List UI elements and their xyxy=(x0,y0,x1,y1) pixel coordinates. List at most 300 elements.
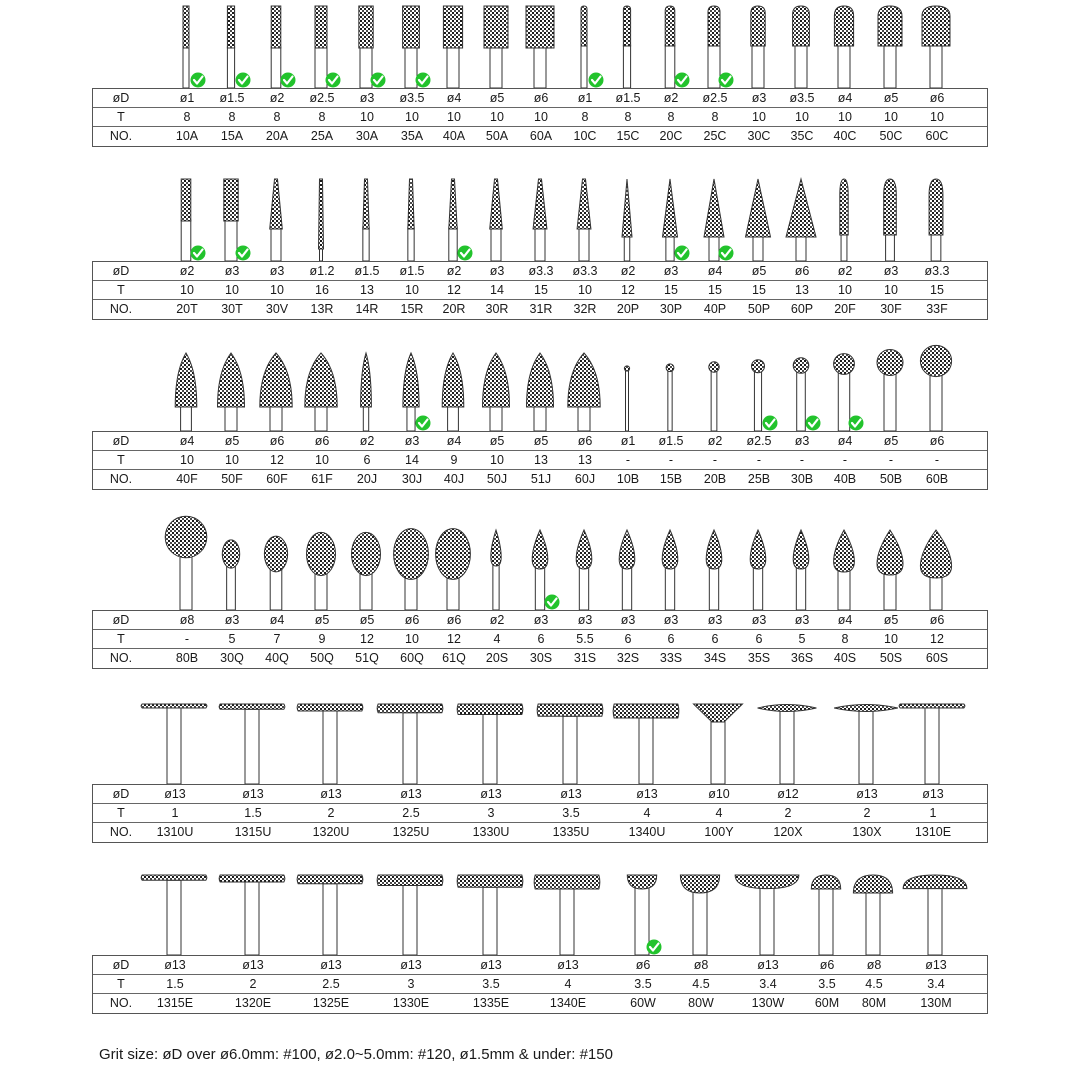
cell-t: 3.4 xyxy=(927,977,945,991)
tool-60a xyxy=(526,6,554,88)
cell-t: 2 xyxy=(863,806,871,820)
cell-no: 1340U xyxy=(628,825,666,839)
cell-no: 40P xyxy=(703,302,727,316)
cell-t: - xyxy=(799,453,805,467)
cell-t: 10 xyxy=(838,283,852,297)
cell-t: 3.5 xyxy=(818,977,836,991)
cell-t: 13 xyxy=(360,283,374,297)
cell-t: 8 xyxy=(183,110,191,124)
tool-15c xyxy=(623,6,630,88)
cell-t: 2 xyxy=(784,806,792,820)
tool-40q xyxy=(264,536,287,610)
cell-no: 30P xyxy=(659,302,683,316)
row-d xyxy=(93,611,987,630)
row-label: NO. xyxy=(109,472,133,486)
cell-d: ø3 xyxy=(224,264,240,278)
cell-t: 6 xyxy=(711,632,719,646)
cell-d: ø13 xyxy=(242,787,264,801)
cell-t: - xyxy=(842,453,848,467)
tool-80w xyxy=(680,875,719,955)
cell-t: 6 xyxy=(537,632,545,646)
tool-51j xyxy=(527,353,554,431)
cell-no: 50J xyxy=(486,472,508,486)
tool-100y xyxy=(694,704,743,784)
cell-no: 20S xyxy=(485,651,509,665)
cell-d: ø4 xyxy=(837,91,853,105)
cell-d: ø1 xyxy=(620,434,636,448)
check-badge-icon xyxy=(191,246,206,261)
check-badge-icon xyxy=(371,73,386,88)
tool-50p xyxy=(746,179,771,261)
cell-t: 6 xyxy=(363,453,371,467)
spec-table-group-b-q-s xyxy=(92,610,988,669)
cell-no: 20B xyxy=(703,472,727,486)
cell-t: 10 xyxy=(447,110,461,124)
row-t xyxy=(93,975,987,994)
cell-t: 4.5 xyxy=(692,977,710,991)
cell-no: 20R xyxy=(442,302,466,316)
cell-no: 130X xyxy=(852,825,882,839)
cell-no: 1320E xyxy=(234,996,272,1010)
cell-no: 60W xyxy=(630,996,656,1010)
cell-t: - xyxy=(625,453,631,467)
check-badge-icon xyxy=(281,73,296,88)
tool-15r xyxy=(408,179,414,261)
cell-d: ø13 xyxy=(320,787,342,801)
cell-t: 1.5 xyxy=(244,806,262,820)
cell-d: ø1.5 xyxy=(354,264,380,278)
cell-no: 36S xyxy=(790,651,814,665)
tool-30f xyxy=(884,179,897,261)
cell-t: - xyxy=(712,453,718,467)
cell-d: ø2.5 xyxy=(309,91,335,105)
cell-d: ø6 xyxy=(269,434,285,448)
tool-1325e xyxy=(297,875,363,955)
cell-t: 3 xyxy=(487,806,495,820)
cell-d: ø8 xyxy=(179,613,195,627)
cell-d: ø13 xyxy=(922,787,944,801)
cell-d: ø4 xyxy=(446,434,462,448)
cell-d: ø3 xyxy=(663,613,679,627)
cell-no: 30C xyxy=(747,129,771,143)
cell-no: 60B xyxy=(925,472,949,486)
row-label: øD xyxy=(112,613,130,627)
tool-20j xyxy=(361,353,372,431)
check-badge-icon xyxy=(763,416,778,431)
cell-d: ø5 xyxy=(883,434,899,448)
cell-no: 30Q xyxy=(220,651,244,665)
cell-t: 7 xyxy=(273,632,281,646)
cell-d: ø2 xyxy=(489,613,505,627)
cell-d: ø2 xyxy=(446,264,462,278)
cell-t: 10 xyxy=(884,632,898,646)
cell-no: 25C xyxy=(703,129,727,143)
cell-t: 13 xyxy=(578,453,592,467)
tool-60s xyxy=(920,530,951,610)
spec-table-group-wheels-u xyxy=(92,784,988,843)
cell-t: 8 xyxy=(273,110,281,124)
cell-t: 10 xyxy=(884,110,898,124)
cell-t: 5.5 xyxy=(576,632,594,646)
cell-no: 40Q xyxy=(265,651,289,665)
cell-d: ø3 xyxy=(794,613,810,627)
cell-no: 60S xyxy=(925,651,949,665)
cell-d: ø2.5 xyxy=(702,91,728,105)
cell-d: ø3 xyxy=(533,613,549,627)
cell-t: - xyxy=(934,453,940,467)
tool-30v xyxy=(270,179,283,261)
cell-no: 32S xyxy=(616,651,640,665)
cell-t: 8 xyxy=(318,110,326,124)
row-label: NO. xyxy=(109,825,133,839)
cell-d: ø13 xyxy=(242,958,264,972)
cell-d: ø1.5 xyxy=(615,91,641,105)
tool-31r xyxy=(533,179,547,261)
tool-1320u xyxy=(297,704,363,784)
tool-30s xyxy=(532,530,559,610)
row-label: øD xyxy=(112,264,130,278)
cell-d: ø6 xyxy=(446,613,462,627)
cell-d: ø5 xyxy=(533,434,549,448)
tool-1330u xyxy=(457,704,523,784)
tool-1340u xyxy=(613,704,679,784)
spec-table-group-wheels-e xyxy=(92,955,988,1014)
cell-t: 3.5 xyxy=(562,806,580,820)
tool-50j xyxy=(483,353,510,431)
cell-t: 8 xyxy=(667,110,675,124)
cell-d: ø3 xyxy=(489,264,505,278)
tool-30p xyxy=(663,179,690,261)
tool-1315e xyxy=(141,875,207,955)
cell-d: ø2 xyxy=(663,91,679,105)
cell-d: ø5 xyxy=(359,613,375,627)
cell-t: 10 xyxy=(405,110,419,124)
cell-no: 1315E xyxy=(156,996,194,1010)
row-d xyxy=(93,785,987,804)
cell-no: 80W xyxy=(688,996,714,1010)
cell-d: ø6 xyxy=(314,434,330,448)
tool-130w xyxy=(735,875,799,955)
tool-50a xyxy=(484,6,508,88)
cell-t: 8 xyxy=(228,110,236,124)
cell-t: 8 xyxy=(624,110,632,124)
cell-no: 61F xyxy=(311,472,333,486)
cell-t: 6 xyxy=(755,632,763,646)
tool-61f xyxy=(305,353,337,431)
tool-30b xyxy=(793,358,820,431)
cell-no: 40A xyxy=(442,129,466,143)
tool-50q xyxy=(307,532,336,610)
tool-20t xyxy=(181,179,205,261)
row-t xyxy=(93,451,987,470)
cell-d: ø3 xyxy=(620,613,636,627)
cell-no: 51Q xyxy=(355,651,379,665)
cell-d: ø1 xyxy=(577,91,593,105)
cell-t: 10 xyxy=(930,110,944,124)
cell-t: 12 xyxy=(270,453,284,467)
cell-t: 3.5 xyxy=(634,977,652,991)
cell-d: ø1.2 xyxy=(309,264,335,278)
cell-d: ø2 xyxy=(837,264,853,278)
row-label: NO. xyxy=(109,996,133,1010)
row-t xyxy=(93,281,987,300)
cell-t: 8 xyxy=(841,632,849,646)
cell-d: ø13 xyxy=(757,958,779,972)
cell-no: 30A xyxy=(355,129,379,143)
cell-no: 1320U xyxy=(312,825,350,839)
tool-40b xyxy=(834,354,864,431)
cell-no: 15A xyxy=(220,129,244,143)
cell-d: ø5 xyxy=(883,613,899,627)
cell-d: ø8 xyxy=(866,958,882,972)
cell-d: ø1.5 xyxy=(399,264,425,278)
cell-d: ø1.5 xyxy=(219,91,245,105)
tool-36s xyxy=(793,530,809,610)
cell-d: ø12 xyxy=(777,787,799,801)
cell-t: 5 xyxy=(798,632,806,646)
cell-d: ø10 xyxy=(708,787,730,801)
row-label: øD xyxy=(112,787,130,801)
tool-35a xyxy=(403,6,431,88)
cell-no: 30J xyxy=(401,472,423,486)
tool-80m xyxy=(853,875,892,955)
tool-80b xyxy=(165,516,207,610)
cell-no: 15R xyxy=(400,302,424,316)
tool-51q xyxy=(352,532,381,610)
cell-no: 34S xyxy=(703,651,727,665)
cell-t: 10 xyxy=(180,283,194,297)
cell-no: 30B xyxy=(790,472,814,486)
cell-t: 10 xyxy=(490,453,504,467)
tool-40f xyxy=(175,353,197,431)
cell-t: - xyxy=(756,453,762,467)
cell-no: 1330E xyxy=(392,996,430,1010)
row-no xyxy=(93,994,987,1013)
cell-t: 8 xyxy=(711,110,719,124)
row-no xyxy=(93,127,987,146)
cell-no: 20P xyxy=(616,302,640,316)
cell-t: 10 xyxy=(534,110,548,124)
cell-t: 6 xyxy=(624,632,632,646)
cell-no: 61Q xyxy=(442,651,466,665)
cell-no: 40S xyxy=(833,651,857,665)
cell-d: ø3 xyxy=(577,613,593,627)
cell-no: 40C xyxy=(833,129,857,143)
cell-d: ø13 xyxy=(164,958,186,972)
cell-d: ø3 xyxy=(224,613,240,627)
tool-1310u xyxy=(141,704,207,784)
cell-d: ø3.3 xyxy=(528,264,554,278)
tool-34s xyxy=(706,530,722,610)
cell-no: 51J xyxy=(530,472,552,486)
cell-t: 4 xyxy=(715,806,723,820)
row-label: T xyxy=(117,453,125,467)
cell-no: 32R xyxy=(573,302,597,316)
cell-d: ø2.5 xyxy=(746,434,772,448)
check-badge-icon xyxy=(416,416,431,431)
cell-d: ø6 xyxy=(635,958,651,972)
tool-60p xyxy=(786,179,816,261)
cell-no: 130W xyxy=(751,996,785,1010)
cell-no: 35A xyxy=(400,129,424,143)
tool-40j xyxy=(442,353,464,431)
cell-t: 6 xyxy=(667,632,675,646)
cell-t: 3.5 xyxy=(482,977,500,991)
cell-t: 1.5 xyxy=(166,977,184,991)
cell-d: ø6 xyxy=(533,91,549,105)
cell-no: 50F xyxy=(221,472,243,486)
cell-no: 1330U xyxy=(472,825,510,839)
cell-no: 60Q xyxy=(400,651,424,665)
tool-30q xyxy=(222,540,239,610)
tool-50c xyxy=(878,6,902,88)
cell-d: ø1 xyxy=(179,91,195,105)
cell-d: ø2 xyxy=(359,434,375,448)
cell-t: 2 xyxy=(249,977,257,991)
row-label: T xyxy=(117,806,125,820)
cell-no: 50B xyxy=(879,472,903,486)
cell-no: 20T xyxy=(176,302,198,316)
cell-no: 40B xyxy=(833,472,857,486)
tool-1320e xyxy=(219,875,285,955)
cell-no: 1325U xyxy=(392,825,430,839)
cell-t: 2.5 xyxy=(402,806,420,820)
cell-no: 13R xyxy=(310,302,334,316)
cell-d: ø4 xyxy=(179,434,195,448)
row-label: T xyxy=(117,283,125,297)
cell-d: ø5 xyxy=(883,91,899,105)
cell-t: 15 xyxy=(534,283,548,297)
cell-no: 20J xyxy=(356,472,378,486)
tool-1330e xyxy=(377,875,443,955)
tool-32r xyxy=(577,179,591,261)
cell-t: 12 xyxy=(447,632,461,646)
cell-no: 50P xyxy=(747,302,771,316)
tool-61q xyxy=(436,529,471,610)
cell-no: 30V xyxy=(265,302,289,316)
cell-d: ø3.3 xyxy=(572,264,598,278)
cell-t: 10 xyxy=(405,283,419,297)
cell-no: 60C xyxy=(925,129,949,143)
cell-no: 1315U xyxy=(234,825,272,839)
check-badge-icon xyxy=(719,73,734,88)
cell-t: 10 xyxy=(360,110,374,124)
cell-d: ø5 xyxy=(314,613,330,627)
cell-t: 4 xyxy=(643,806,651,820)
cell-d: ø4 xyxy=(269,613,285,627)
tool-30t xyxy=(224,179,251,261)
check-badge-icon xyxy=(191,73,206,88)
tool-35c xyxy=(793,6,810,88)
cell-d: ø13 xyxy=(480,787,502,801)
cell-d: ø5 xyxy=(224,434,240,448)
cell-t: 13 xyxy=(795,283,809,297)
cell-d: ø3.5 xyxy=(789,91,815,105)
cell-no: 10C xyxy=(573,129,597,143)
cell-no: 31S xyxy=(573,651,597,665)
cell-t: 14 xyxy=(490,283,504,297)
cell-no: 60J xyxy=(574,472,596,486)
tool-31s xyxy=(576,530,592,610)
tool-40a xyxy=(443,6,462,88)
row-label: T xyxy=(117,110,125,124)
grit-size-note: Grit size: øD over ø6.0mm: #100, ø2.0~5.0mm: #120, ø1.5mm & under: #150 xyxy=(99,1046,613,1063)
cell-d: ø13 xyxy=(557,958,579,972)
tool-50s xyxy=(877,530,903,610)
tool-60j xyxy=(568,353,600,431)
cell-t: 15 xyxy=(664,283,678,297)
cell-no: 60F xyxy=(266,472,288,486)
cell-t: 14 xyxy=(405,453,419,467)
cell-d: ø8 xyxy=(693,958,709,972)
cell-no: 25B xyxy=(747,472,771,486)
cell-t: 1 xyxy=(171,806,179,820)
cell-no: 40J xyxy=(443,472,465,486)
row-no xyxy=(93,300,987,319)
row-label: NO. xyxy=(109,651,133,665)
check-badge-icon xyxy=(236,246,251,261)
cell-d: ø3 xyxy=(663,264,679,278)
cell-t: 10 xyxy=(225,453,239,467)
tool-1315u xyxy=(219,704,285,784)
cell-t: 12 xyxy=(930,632,944,646)
tool-40c xyxy=(834,6,853,88)
cell-t: 4.5 xyxy=(865,977,883,991)
cell-d: ø5 xyxy=(489,91,505,105)
tool-20r xyxy=(449,179,473,261)
tool-20b xyxy=(709,362,719,431)
cell-no: 15C xyxy=(616,129,640,143)
row-label: øD xyxy=(112,958,130,972)
tool-30c xyxy=(751,6,765,88)
tool-25b xyxy=(752,360,778,431)
cell-d: ø3 xyxy=(404,434,420,448)
row-t xyxy=(93,804,987,823)
cell-d: ø3.3 xyxy=(924,264,950,278)
cell-no: 1335E xyxy=(472,996,510,1010)
cell-no: 60P xyxy=(790,302,814,316)
cell-no: 33F xyxy=(926,302,948,316)
check-badge-icon xyxy=(647,940,662,955)
check-badge-icon xyxy=(675,246,690,261)
cell-t: 10 xyxy=(490,110,504,124)
row-d xyxy=(93,89,987,108)
cell-t: 10 xyxy=(270,283,284,297)
cell-d: ø6 xyxy=(929,613,945,627)
tool-60f xyxy=(260,353,292,431)
cell-t: 12 xyxy=(621,283,635,297)
cell-t: 13 xyxy=(534,453,548,467)
tool-30r xyxy=(490,179,503,261)
spec-table-group-a-c xyxy=(92,88,988,147)
cell-no: 20A xyxy=(265,129,289,143)
cell-no: 10A xyxy=(175,129,199,143)
tool-1310e xyxy=(899,704,965,784)
cell-d: ø3.5 xyxy=(399,91,425,105)
cell-d: ø13 xyxy=(400,787,422,801)
tool-33s xyxy=(662,530,678,610)
cell-d: ø4 xyxy=(707,264,723,278)
cell-no: 30T xyxy=(221,302,243,316)
row-d xyxy=(93,432,987,451)
cell-t: 5 xyxy=(228,632,236,646)
cell-d: ø4 xyxy=(837,434,853,448)
cell-d: ø13 xyxy=(480,958,502,972)
cell-t: 10 xyxy=(578,283,592,297)
cell-d: ø13 xyxy=(560,787,582,801)
cell-no: 10B xyxy=(616,472,640,486)
cell-no: 35S xyxy=(747,651,771,665)
